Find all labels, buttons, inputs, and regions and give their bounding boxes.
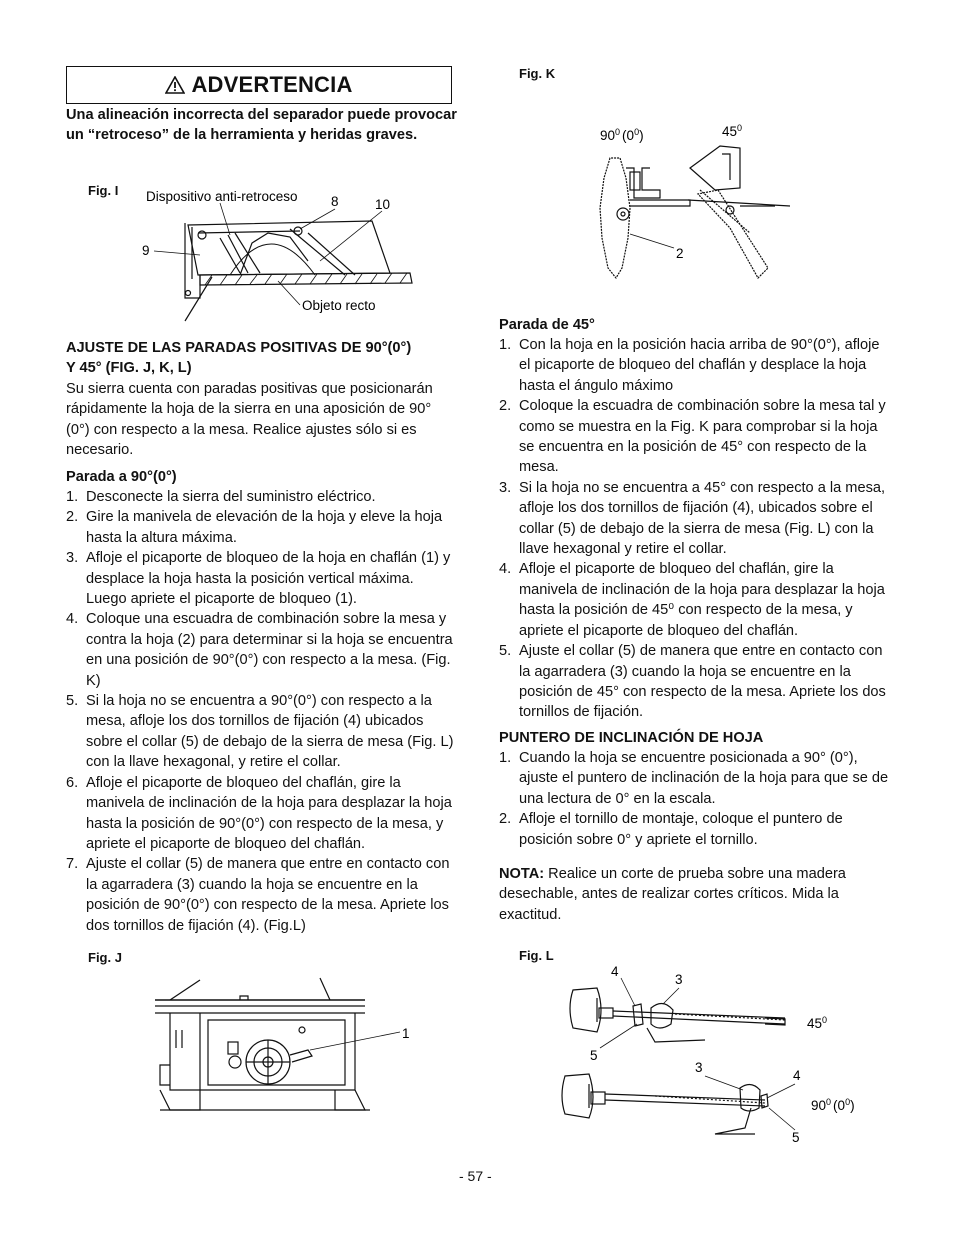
list-item [499,478,891,560]
list-item [66,487,458,507]
stop45-heading: Parada de 45° [499,317,595,333]
fig-k-angle-90 [600,127,644,143]
fig-k-label: Fig. K [519,66,556,81]
fig-l-bottom-callout-3: 3 [695,1060,703,1075]
step-text: Si la hoja no se encuentra a 45° con respecto a la mesa, afloje los dos tornillos de fijación (4), ubicados sobre el collar (5) de debajo de la sierra de mesa (Fig. L) con la llave hexagonal y retire el collar. [519,479,886,558]
adjust-heading-line1: AJUSTE DE LAS PARADAS POSITIVAS DE 90°(0°) [66,340,412,356]
list-item [66,691,458,773]
step-number: 2. [66,509,79,526]
step-text: Ajuste el collar (5) de manera que entre en contacto con la agarradera (3) cuando la hoja se encuentre en la posición de 90°(0°) con respecto de la mesa. Apriete los dos tornillos de fijación (4). (Fig.L) [86,856,450,934]
fig-i-callout-straightedge: Objeto recto [302,298,376,313]
fig-l-drawing [555,958,875,1150]
warning-box [66,66,452,104]
fig-i-callout-anti-kickback: Dispositivo anti-retroceso [146,189,298,204]
step-text: Desconecte la sierra del suministro eléctrico. [86,489,376,505]
fig-l-top-callout-3: 3 [675,972,683,987]
list-item [66,548,458,609]
fig-l-bottom-angle [811,1097,855,1113]
adjust-heading [66,338,458,379]
step-number: 3. [66,550,79,567]
fig-k-0-degree: 0 [634,127,640,137]
fig-k-45-degree: 0 [737,123,743,133]
fig-i-label: Fig. I [88,183,119,198]
fig-l-bottom-angle-degree: 0 [826,1097,832,1107]
step-text: Si la hoja no se encuentra a 90°(0°) con respecto a la mesa, afloje los dos tornillos de fijación (4) ubicados sobre el collar (5) de debajo de la sierra de mesa (Fig. L) con la llave hexagonal, y retire el collar. [86,693,454,771]
list-item [66,507,458,548]
step-number: 2. [499,398,512,415]
warning-text: Una alineación incorrecta del separador puede provocar un “retroceso” de la herramienta y heridas graves. [66,107,457,144]
list-item [499,396,891,478]
fig-l-top-angle-degree: 0 [822,1015,828,1025]
fig-i-callout-10: 10 [375,197,391,212]
step-text: Afloje el tornillo de montaje, coloque el puntero de posición sobre 0° y apriete el tornillo. [519,811,843,848]
fig-j-callout-1: 1 [402,1026,410,1041]
stop90-heading: Parada a 90°(0°) [66,469,177,485]
fig-l-top-callout-5: 5 [590,1048,598,1063]
fig-l-top-angle [807,1015,827,1031]
note-text: Realice un corte de prueba sobre una madera desechable, antes de realizar cortes críticos. Mida la exactitud. [499,866,846,923]
page-number: - 57 - [459,1168,492,1184]
adjust-intro: Su sierra cuenta con paradas positivas que posicionarán rápidamente la hoja de la sierra en una aposición de 90° (0°) con respecto a la mesa. Realice ajustes sólo si es necesario. [66,381,433,459]
fig-j-label: Fig. J [88,950,122,965]
list-item [66,609,458,691]
fig-k-callout-2: 2 [676,246,684,261]
step-text: Cuando la hoja se encuentre posicionada a 90° (0°), ajuste el puntero de inclinación de la hoja para que se de una lectura de 0° en la escala. [519,750,889,807]
fig-l-bottom-0-degree: 0 [845,1097,851,1107]
note-paragraph [499,864,891,925]
list-item [499,809,891,850]
step-text: Afloje el picaporte de bloqueo del chaflán, gire la manivela de inclinación de la hoja para desplazar la hoja hasta la posición de 45⁰ con respecto de la mesa, y apriete el picaporte de bloqueo del chaflán. [519,561,885,639]
step-text: Coloque la escuadra de combinación sobre la mesa tal y como se muestra en la Fig. K para comprobar si la hoja se encuentra en la posición de 45° con respecto de la mesa. [519,398,886,476]
pointer-heading: PUNTERO DE INCLINACIÓN DE HOJA [499,730,764,746]
fig-l-label: Fig. L [519,948,554,963]
fig-j-drawing [140,970,430,1125]
note-label: NOTA: [499,866,545,882]
step-number: 1. [66,489,79,505]
fig-k-drawing [590,118,790,288]
warning-triangle-icon [165,76,185,94]
step-text: Afloje el picaporte de bloqueo de la hoja en chaflán (1) y desplace la hoja hasta la posición vertical máxima. Luego apriete el picaporte de bloqueo (1). [86,550,451,608]
list-item [499,748,891,809]
step-text: Coloque una escuadra de combinación sobre la mesa y contra la hoja (2) para determinar si la hoja se encuentra en una posición de 90°(0°) con respecto a la mesa. (Fig. K) [86,611,453,689]
fig-l-top-angle-value: 45 [807,1016,823,1031]
fig-k-angle-45 [722,123,742,139]
stop90-steps [66,487,458,936]
step-text: Gire la manivela de elevación de la hoja y eleve la hoja hasta la altura máxima. [86,509,443,546]
step-number: 3. [499,479,512,496]
step-text: Ajuste el collar (5) de manera que entre en contacto con la agarradera (3) cuando la hoja se encuentre en la posición de 45° con respecto de la mesa. Apriete los dos tornillos de fijación. [519,643,886,721]
list-item [499,559,891,641]
fig-k-0-value: (0 [622,128,635,143]
step-number: 1. [499,337,512,353]
fig-l-bottom-callout-4: 4 [793,1068,801,1083]
list-item [66,773,458,855]
pointer-steps [499,748,891,850]
fig-i-callout-8: 8 [331,194,339,209]
fig-l-bottom-paren-close: ) [850,1098,855,1113]
fig-k-45-value: 45 [722,124,738,139]
fig-l-bottom-angle-value: 90 [811,1098,827,1113]
step-number: 5. [499,643,512,660]
list-item [499,641,891,723]
step-number: 6. [66,774,79,791]
adjust-heading-line2: Y 45° (FIG. J, K, L) [66,360,192,377]
fig-k-90-value: 90 [600,128,616,143]
step-number: 4. [499,561,512,578]
step-text: Afloje el picaporte de bloqueo del chaflán, gire la manivela de inclinación de la hoja para desplazar la hoja hasta la posición de 90°(0°) con respecto de la mesa, y apriete el picaporte de bloqueo del chaflán. [86,774,452,852]
stop45-steps [499,335,891,723]
fig-k-paren-close: ) [639,128,644,143]
fig-k-90-degree: 0 [615,127,621,137]
step-number: 2. [499,811,512,828]
fig-l-bottom-callout-5: 5 [792,1130,800,1145]
fig-i-drawing [140,183,460,328]
step-number: 1. [499,750,512,766]
fig-l-top-callout-4: 4 [611,964,619,979]
warning-title: ADVERTENCIA [191,72,353,97]
step-number: 5. [66,693,79,710]
step-number: 7. [66,856,79,873]
step-text: Con la hoja en la posición hacia arriba de 90°(0°), afloje el picaporte de bloqueo del chaflán y desplace la hoja hasta el ángulo máximo [519,337,880,394]
step-number: 4. [66,611,79,628]
list-item [499,335,891,396]
fig-i-callout-9: 9 [142,243,150,258]
list-item [66,854,458,936]
fig-l-bottom-0-value: (0 [833,1098,846,1113]
